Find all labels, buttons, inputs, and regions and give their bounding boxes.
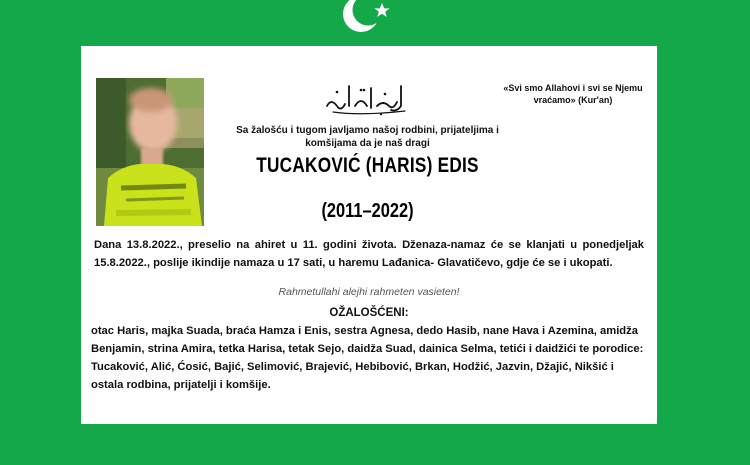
mourners-list: otac Haris, majka Suada, braća Hamza i Enis, sestra Agnesa, dedo Hasib, nane Hava i Azemina, amidža Benjamin, strina Amira, tetka Harisa, tetak Sejo, daidža Suad, dainica Selma, tetići i daidžići te porodice: Tucaković, Alić, Ćosić, Bajić, Selimović, Brajević, Hebibović, Brkan, Hodžić, Jazvin, Džajić, Nikšić i ostala rodbina, prijatelji i komšije. <box>91 325 644 391</box>
deceased-photo <box>96 78 204 226</box>
obituary-card <box>81 46 657 424</box>
intro-text: Sa žalošću i tugom javljamo našoj rodbini, prijateljima i komšijama da je naš dragi <box>236 125 499 149</box>
announcement-text: Dana 13.8.2022., preselio na ahiret u 11. godini života. Dženaza-namaz će se klanjati u ponedjeljak 15.8.2022., poslije ikindije namaza u 17 sati, u haremu Lađanica- Glavatičevo, gdje će se i ukopati. <box>94 239 644 269</box>
arabic-calligraphy <box>321 78 411 118</box>
crescent-star-icon <box>337 0 397 36</box>
life-years: (2011–2022) <box>321 200 414 222</box>
rahmet-text: Rahmetullahi alejhi rahmeten vasieten! <box>278 286 460 298</box>
deceased-name: TUCAKOVIĆ (HARIS) EDIS <box>256 154 479 177</box>
mourners-title: OŽALOŠĆENI: <box>329 307 409 319</box>
quran-quote: «Svi smo Allahovi i svi se Njemu vraćamo» (Kur'an) <box>503 83 643 105</box>
